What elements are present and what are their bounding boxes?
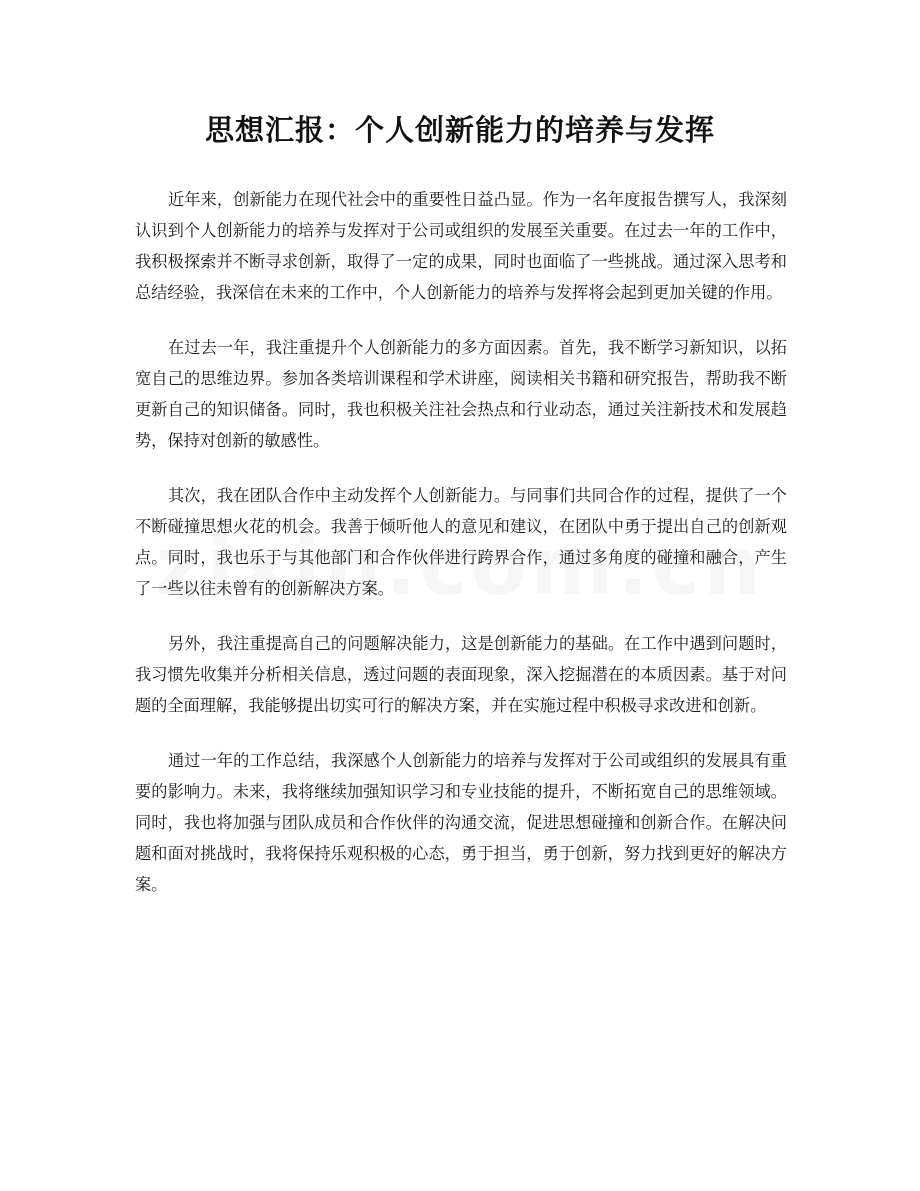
paragraph-4: 另外，我注重提高自己的问题解决能力，这是创新能力的基础。在工作中遇到问题时，我习惯先收集并分析相关信息，透过问题的表面现象，深入挖掘潜在的本质因素。基于对问题的全面理解，我能够提出切实可行的解决方案，并在实施过程中积极寻求改进和创新。 — [135, 634, 787, 715]
page-title: 思想汇报：个人创新能力的培养与发挥 — [204, 113, 715, 147]
paragraph-1: 近年来，创新能力在现代社会中的重要性日益凸显。作为一名年度报告撰写人，我深刻认识到个人创新能力的培养与发挥对于公司或组织的发展至关重要。在过去一年的工作中，我积极探索并不断寻求创新，取得了一定的成果，同时也面临了一些挑战。通过深入思考和总结经验，我深信在未来的工作中，个人创新能力的培养与发挥将会起到更加关键的作用。 — [135, 190, 787, 302]
paragraph-3: 其次，我在团队合作中主动发挥个人创新能力。与同事们共同合作的过程，提供了一个不断碰撞思想火花的机会。我善于倾听他人的意见和建议，在团队中勇于提出自己的创新观点。同时，我也乐于与其他部门和合作伙伴进行跨界合作，通过多角度的碰撞和融合，产生了一些以往未曾有的创新解决方案。 — [135, 486, 787, 598]
paragraph-5: 通过一年的工作总结，我深感个人创新能力的培养与发挥对于公司或组织的发展具有重要的影响力。未来，我将继续加强知识学习和专业技能的提升，不断拓宽自己的思维领域。同时，我也将加强与团队成员和合作伙伴的沟通交流，促进思想碰撞和创新合作。在解决问题和面对挑战时，我将保持乐观积极的心态，勇于担当，勇于创新，努力找到更好的解决方案。 — [135, 751, 787, 894]
paragraph-2: 在过去一年，我注重提升个人创新能力的多方面因素。首先，我不断学习新知识，以拓宽自己的思维边界。参加各类培训课程和学术讲座，阅读相关书籍和研究报告，帮助我不断更新自己的知识储备。同时，我也积极关注社会热点和行业动态，通过关注新技术和发展趋势，保持对创新的敏感性。 — [135, 338, 787, 450]
document-body — [135, 184, 787, 924]
